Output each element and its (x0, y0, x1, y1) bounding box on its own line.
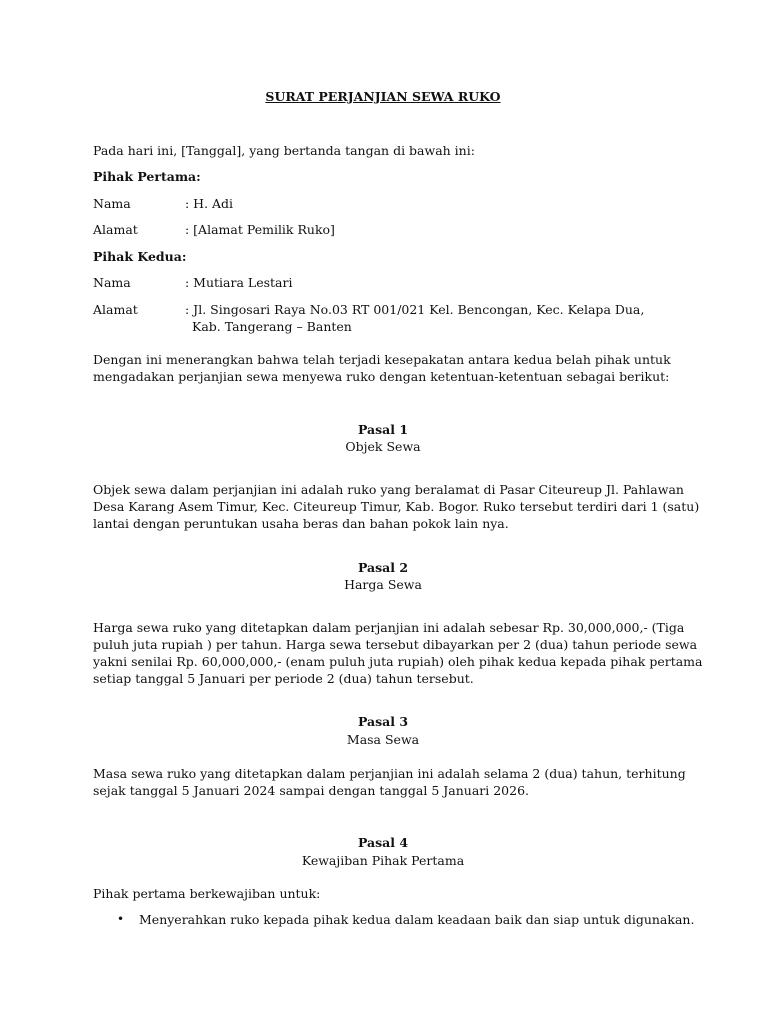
pihak-kedua-nama-row (93, 274, 683, 291)
pasal-2-subtitle: Harga Sewa (344, 577, 422, 592)
pihak-pertama-nama-row (93, 195, 683, 212)
alamat-value: : [Alamat Pemilik Ruko] (185, 222, 335, 237)
pasal-2-paragraph (93, 619, 703, 687)
pasal-1-subtitle: Objek Sewa (345, 439, 421, 454)
pasal-3-heading: Pasal 3 (357, 714, 409, 729)
nama-value: : Mutiara Lestari (185, 275, 293, 290)
pasal-1-paragraph (93, 481, 700, 532)
kesepakatan-paragraph (93, 351, 683, 385)
pihak-kedua-heading: Pihak Kedua: (93, 249, 187, 264)
alamat-label: Alamat (93, 222, 138, 237)
pasal-4-intro: Pihak pertama berkewajiban untuk: (93, 886, 321, 901)
paragraph-line: Objek sewa dalam perjanjian ini adalah ruko yang beralamat di Pasar Citeureup Jl. Pahlawan (93, 482, 684, 497)
list-item: Menyerahkan ruko kepada pihak kedua dalam keadaan baik dan siap untuk digunakan. (139, 912, 695, 927)
pasal-4-heading: Pasal 4 (357, 835, 409, 850)
nama-label: Nama (93, 275, 131, 290)
paragraph-line: Dengan ini menerangkan bahwa telah terjadi kesepakatan antara kedua belah pihak untuk (93, 352, 671, 367)
intro-text: Pada hari ini, [Tanggal], yang bertanda tangan di bawah ini: (93, 143, 475, 158)
paragraph-line: setiap tanggal 5 Januari per periode 2 (dua) tahun tersebut. (93, 671, 474, 686)
nama-label: Nama (93, 196, 131, 211)
pasal-1-heading: Pasal 1 (357, 422, 409, 437)
pihak-pertama-heading: Pihak Pertama: (93, 169, 201, 184)
pasal-3-paragraph (93, 765, 686, 799)
nama-value: : H. Adi (185, 196, 234, 211)
bullet-icon: • (117, 912, 125, 926)
paragraph-line: yakni senilai Rp. 60,000,000,- (enam puluh juta rupiah) oleh pihak kedua kepada pihak pertama (93, 654, 703, 669)
paragraph-line: Masa sewa ruko yang ditetapkan dalam perjanjian ini adalah selama 2 (dua) tahun, terhitung (93, 766, 686, 781)
document-title: SURAT PERJANJIAN SEWA RUKO (265, 89, 501, 104)
alamat-value-line2: Kab. Tangerang – Banten (192, 319, 352, 334)
paragraph-line: sejak tanggal 5 Januari 2024 sampai dengan tanggal 5 Januari 2026. (93, 783, 530, 798)
pihak-kedua-alamat-row (93, 301, 683, 335)
paragraph-line: Desa Karang Asem Timur, Kec. Citeureup Timur, Kab. Bogor. Ruko tersebut terdiri dari 1 (satu) (93, 499, 700, 514)
alamat-value-line1: : Jl. Singosari Raya No.03 RT 001/021 Kel. Bencongan, Kec. Kelapa Dua, (185, 302, 645, 317)
pasal-3-subtitle: Masa Sewa (346, 732, 420, 747)
paragraph-line: mengadakan perjanjian sewa menyewa ruko dengan ketentuan-ketentuan sebagai berikut: (93, 369, 670, 384)
paragraph-line: lantai dengan peruntukan usaha beras dan bahan pokok lain nya. (93, 516, 509, 531)
alamat-label: Alamat (93, 302, 138, 317)
paragraph-line: puluh juta rupiah ) per tahun. Harga sewa tersebut dibayarkan per 2 (dua) tahun periode sewa (93, 637, 698, 652)
pasal-2-heading: Pasal 2 (357, 560, 409, 575)
pasal-4-subtitle: Kewajiban Pihak Pertama (301, 853, 465, 868)
pihak-pertama-alamat-row (93, 221, 683, 238)
paragraph-line: Harga sewa ruko yang ditetapkan dalam perjanjian ini adalah sebesar Rp. 30,000,000,- (Tiga (93, 620, 685, 635)
